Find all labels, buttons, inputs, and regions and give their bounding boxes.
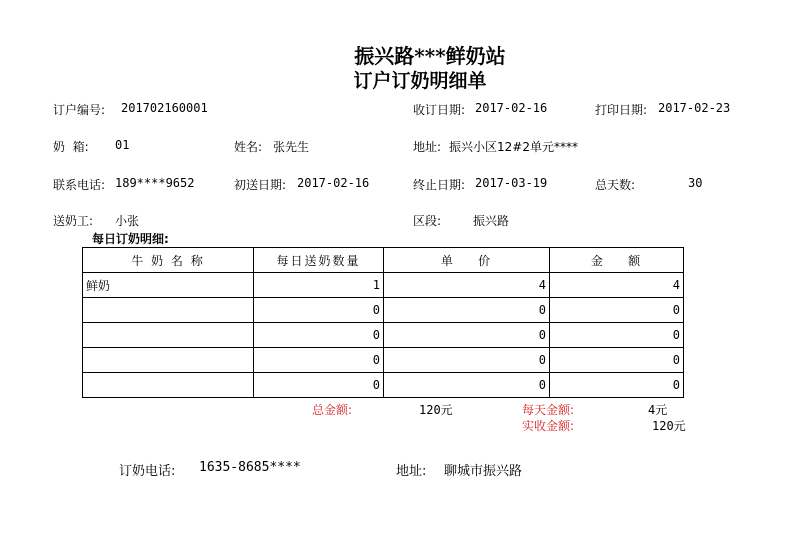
column-header-qty: 每日送奶数量 xyxy=(254,248,384,273)
cell-price: 0 xyxy=(384,323,550,348)
sign-date-label: 收订日期: xyxy=(413,103,466,117)
sign-date-value: 2017-02-16 xyxy=(475,101,548,115)
received-amount-value: 120元 xyxy=(652,419,686,433)
total-amount-label: 总金额: xyxy=(312,403,353,417)
daily-amount-label: 每天金额: xyxy=(522,403,575,417)
cell-amount: 0 xyxy=(550,298,684,323)
cell-qty: 0 xyxy=(254,348,384,373)
name-value: 张先生 xyxy=(273,140,310,154)
cell-qty: 0 xyxy=(254,323,384,348)
received-amount-label: 实收金额: xyxy=(522,419,575,433)
footer-phone-value: 1635-8685**** xyxy=(199,460,301,475)
cell-amount: 0 xyxy=(550,323,684,348)
print-date-value: 2017-02-23 xyxy=(658,101,731,115)
courier-label: 送奶工: xyxy=(53,214,94,228)
cell-name xyxy=(83,348,254,373)
cell-qty: 1 xyxy=(254,273,384,298)
section-value: 振兴路 xyxy=(473,214,510,228)
table-header-row xyxy=(83,248,684,273)
days-value: 30 xyxy=(688,176,703,190)
cell-price: 0 xyxy=(384,298,550,323)
column-header-price: 单 价 xyxy=(384,248,550,273)
courier-value: 小张 xyxy=(115,214,140,228)
order-no-value: 201702160001 xyxy=(121,101,208,115)
end-date-value: 2017-03-19 xyxy=(475,176,548,190)
phone-value: 189****9652 xyxy=(115,176,195,190)
cell-price: 0 xyxy=(384,373,550,398)
cell-amount: 4 xyxy=(550,273,684,298)
cell-price: 4 xyxy=(384,273,550,298)
address-value: 振兴小区12#2单元**** xyxy=(449,140,578,154)
start-date-label: 初送日期: xyxy=(234,178,287,192)
table-row xyxy=(83,273,684,298)
box-value: 01 xyxy=(115,138,130,152)
page-title: 振兴路***鲜奶站 xyxy=(354,44,506,68)
cell-amount: 0 xyxy=(550,348,684,373)
detail-table xyxy=(82,247,684,398)
print-date-label: 打印日期: xyxy=(595,103,648,117)
table-row xyxy=(83,298,684,323)
footer-phone-label: 订奶电话: xyxy=(119,464,176,479)
table-row xyxy=(83,323,684,348)
cell-amount: 0 xyxy=(550,373,684,398)
table-row xyxy=(83,373,684,398)
end-date-label: 终止日期: xyxy=(413,178,466,192)
total-amount-value: 120元 xyxy=(419,403,453,417)
table-row xyxy=(83,348,684,373)
cell-price: 0 xyxy=(384,348,550,373)
cell-name xyxy=(83,373,254,398)
cell-name: 鲜奶 xyxy=(83,273,254,298)
box-label: 奶 箱: xyxy=(53,140,89,154)
start-date-value: 2017-02-16 xyxy=(297,176,370,190)
cell-qty: 0 xyxy=(254,373,384,398)
footer-address-label: 地址: xyxy=(396,464,427,479)
daily-amount-value: 4元 xyxy=(648,403,668,417)
days-label: 总天数: xyxy=(595,178,636,192)
page-subtitle: 订户订奶明细单 xyxy=(353,70,487,92)
address-label: 地址: xyxy=(413,140,442,154)
phone-label: 联系电话: xyxy=(53,178,106,192)
cell-name xyxy=(83,323,254,348)
order-no-label: 订户编号: xyxy=(53,103,106,117)
column-header-name: 牛 奶 名 称 xyxy=(83,248,254,273)
name-label: 姓名: xyxy=(234,140,263,154)
detail-heading: 每日订奶明细: xyxy=(92,232,169,246)
section-label: 区段: xyxy=(413,214,442,228)
column-header-amount: 金 额 xyxy=(550,248,684,273)
footer-address-value: 聊城市振兴路 xyxy=(444,464,523,479)
cell-qty: 0 xyxy=(254,298,384,323)
cell-name xyxy=(83,298,254,323)
